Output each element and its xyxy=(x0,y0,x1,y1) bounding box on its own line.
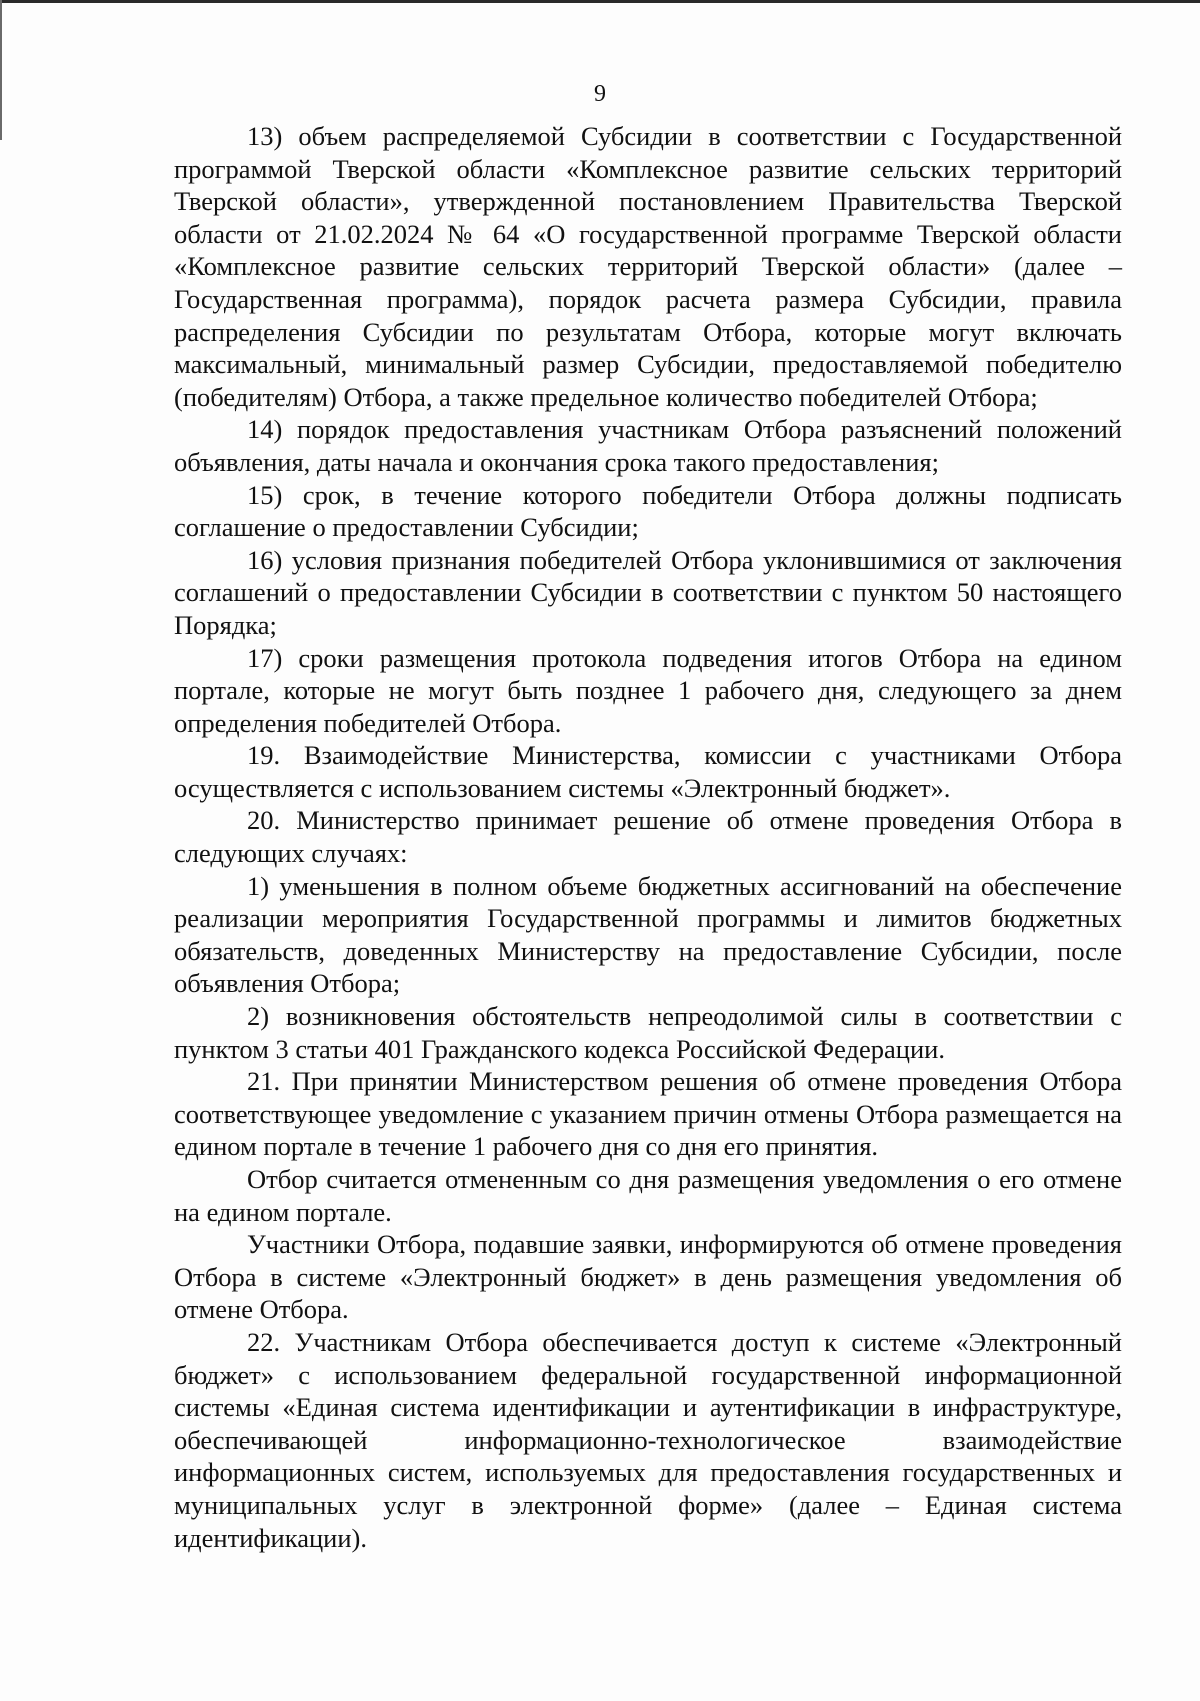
paragraph-clause-21: 21. При принятии Министерством решения об отмене проведения Отбора соответствующее уведомление с указанием причин отмены Отбора размещается на едином портале в течение 1 рабочего дня со дня его принятия. xyxy=(174,1066,1122,1162)
paragraph-clause-20: 20. Министерство принимает решение об отмене проведения Отбора в следующих случаях: xyxy=(174,805,1122,869)
paragraph-clause-20-item-2: 2) возникновения обстоятельств непреодолимой силы в соответствии с пунктом 3 статьи 401 Гражданского кодекса Российской Федерации. xyxy=(174,1001,1122,1064)
scan-border-top xyxy=(0,0,1200,3)
page-number: 9 xyxy=(594,81,606,107)
paragraph-clause-20-item-1: 1) уменьшения в полном объеме бюджетных ассигнований на обеспечение реализации мероприятия Государственной программы и лимитов бюджетных обязательств, доведенных Министерству на предоставление Субсидии, после объявления Отбора; xyxy=(174,870,1122,999)
paragraph-clause-22: 22. Участникам Отбора обеспечивается доступ к системе «Электронный бюджет» с использованием федеральной государственной информационной системы «Единая система идентификации и аутентификации в инфраструктуре, обеспечивающей информационно-технологическое взаимодействие информационных систем, используемых для предоставления государственных и муниципальных услуг в электронной форме» (далее – Единая система идентификации). xyxy=(174,1326,1122,1553)
paragraph-item-15: 15) срок, в течение которого победители Отбора должны подписать соглашение о предоставлении Субсидии; xyxy=(174,479,1122,543)
document-body xyxy=(174,120,1122,1554)
paragraph-participants-notified: Участники Отбора, подавшие заявки, информируются об отмене проведения Отбора в системе «Электронный бюджет» в день размещения уведомления об отмене Отбора. xyxy=(174,1229,1122,1325)
paragraph-item-17: 17) сроки размещения протокола подведения итогов Отбора на едином портале, которые не могут быть позднее 1 рабочего дня, следующего за днем определения победителей Отбора. xyxy=(174,642,1122,738)
paragraph-item-13: 13) объем распределяемой Субсидии в соответствии с Государственной программой Тверской области «Комплексное развитие сельских территорий Тверской области», утвержденной постановлением Правительства Тверской области от 21.02.2024 № 64 «О государственной программе Тверской области «Комплексное развитие сельских территорий Тверской области» (далее – Государственная программа), порядок расчета размера Субсидии, правила распределения Субсидии по результатам Отбора, которые могут включать максимальный, минимальный размер Субсидии, предоставляемой победителю (победителям) Отбора, а также предельное количество победителей Отбора; xyxy=(174,121,1122,412)
paragraph-item-16: 16) условия признания победителей Отбора уклонившимися от заключения соглашений о предоставлении Субсидии в соответствии с пунктом 50 настоящего Порядка; xyxy=(174,544,1122,640)
paragraph-item-14: 14) порядок предоставления участникам Отбора разъяснений положений объявления, даты начала и окончания срока такого предоставления; xyxy=(174,414,1122,477)
paragraph-cancellation-effective: Отбор считается отмененным со дня размещения уведомления о его отмене на едином портале. xyxy=(174,1164,1122,1227)
paragraph-clause-19: 19. Взаимодействие Министерства, комиссии с участниками Отбора осуществляется с использованием системы «Электронный бюджет». xyxy=(174,740,1122,803)
scan-border-left xyxy=(0,0,2,140)
